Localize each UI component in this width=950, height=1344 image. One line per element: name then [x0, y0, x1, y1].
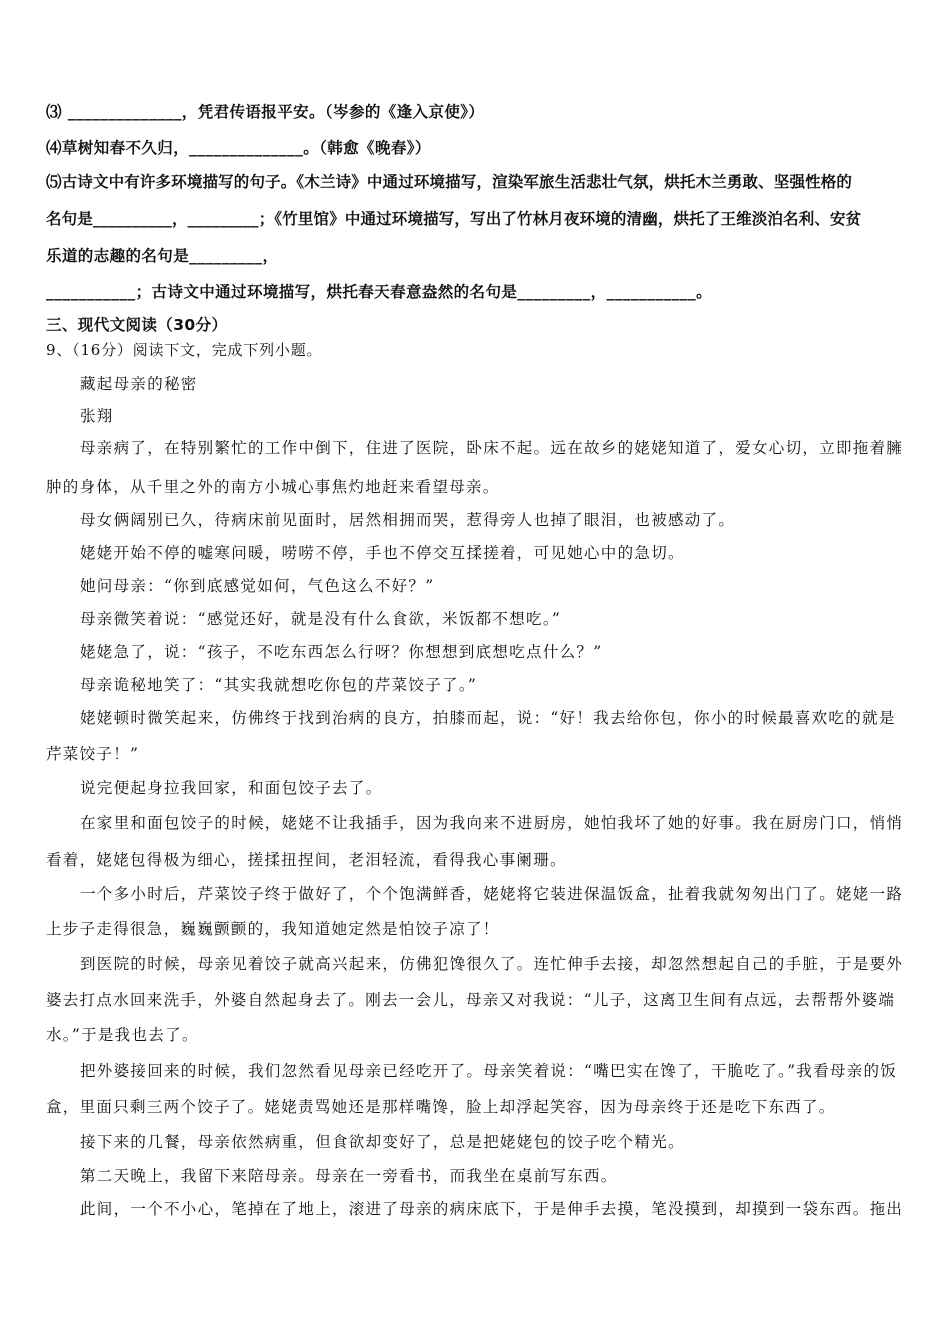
article-line: 第二天晚上，我留下来陪母亲。母亲在一旁看书，而我坐在桌前写东西。 — [80, 1167, 618, 1185]
article-line: 此间，一个不小心，笔掉在了地上，滚进了母亲的病床底下，于是伸手去摸，笔没摸到，却摸到一袋东西。拖出 — [80, 1200, 904, 1218]
article-line: 上步子走得很急，巍巍颤颤的，我知道她定然是怕饺子凉了！ — [46, 920, 500, 938]
article-author: 张翔 — [80, 407, 114, 425]
article-line: 母亲诡秘地笑了：“其实我就想吃你包的芹菜饺子了。” — [80, 676, 478, 694]
fill-blank-item-3: ⑶ ______________，凭君传语报平安。（岑参的《逢入京使》） — [46, 103, 485, 121]
article-line: 母亲微笑着说：“感觉还好，就是没有什么食欲，米饭都不想吃。” — [80, 610, 562, 628]
article-line: 芹菜饺子！” — [46, 745, 140, 763]
article-line: 盒，里面只剩三两个饺子了。姥姥责骂她还是那样嘴馋，脸上却浮起笑容，因为母亲终于还是吃下东西了。 — [46, 1098, 836, 1116]
article-line: 一个多小时后，芹菜饺子终于做好了，个个饱满鲜香，姥姥将它装进保温饭盒，扯着我就匆匆出门了。姥姥一路 — [80, 885, 904, 903]
article-line: 她问母亲：“你到底感觉如何，气色这么不好？” — [80, 577, 435, 595]
article-line: 母亲病了，在特别繁忙的工作中倒下，住进了医院，卧床不起。远在故乡的姥姥知道了，爱女心切，立即拖着臃 — [80, 439, 904, 457]
article-line: 看着，姥姥包得极为细心，搓揉扭捏间，老泪轻流，看得我心事阑珊。 — [46, 851, 567, 869]
article-line: 在家里和面包饺子的时候，姥姥不让我插手，因为我向来不进厨房，她怕我坏了她的好事。我在厨房门口，悄悄 — [80, 814, 904, 832]
fill-blank-item-5-line-2: 名句是__________，_________；《竹里馆》中通过环境描写，写出了竹林月夜环境的清幽，烘托了王维淡泊名利、安贫 — [46, 210, 862, 228]
question-prompt: 9、（16分）阅读下文，完成下列小题。 — [46, 341, 323, 359]
section-heading: 三、现代文阅读（30分） — [46, 316, 228, 334]
article-line: 姥姥顿时微笑起来，仿佛终于找到治病的良方，拍膝而起，说：“好！我去给你包，你小的时候最喜欢吃的就是 — [80, 709, 896, 727]
article-line: 到医院的时候，母亲见着饺子就高兴起来，仿佛犯馋很久了。连忙伸手去接，却忽然想起自己的手脏，于是要外 — [80, 955, 904, 973]
article-line: 婆去打点水回来洗手，外婆自然起身去了。刚去一会儿，母亲又对我说：“儿子，这离卫生间有点远，去帮帮外婆端 — [46, 991, 896, 1009]
fill-blank-item-4: ⑷草树知春不久归，______________。（韩愈《晚春》） — [46, 139, 431, 157]
article-title: 藏起母亲的秘密 — [80, 375, 198, 393]
article-line: 姥姥开始不停的嘘寒问暖，唠唠不停，手也不停交互揉搓着，可见她心中的急切。 — [80, 544, 685, 562]
fill-blank-item-5-line-3: 乐道的志趣的名句是_________， — [46, 247, 279, 265]
article-line: 接下来的几餐，母亲依然病重，但食欲却变好了，总是把姥姥包的饺子吃个精光。 — [80, 1133, 685, 1151]
fill-blank-item-5-line-1: ⑸古诗文中有许多环境描写的句子。《木兰诗》中通过环境描写，渲染军旅生活悲壮气氛，烘托木兰勇敢、坚强性格的 — [46, 173, 853, 191]
article-line: 姥姥急了，说：“孩子，不吃东西怎么行呀？你想想到底想吃点什么？” — [80, 643, 603, 661]
article-line: 母女俩阔别已久，待病床前见面时，居然相拥而哭，惹得旁人也掉了眼泪，也被感动了。 — [80, 511, 736, 529]
article-line: 肿的身体，从千里之外的南方小城心事焦灼地赶来看望母亲。 — [46, 478, 500, 496]
article-line: 把外婆接回来的时候，我们忽然看见母亲已经吃开了。母亲笑着说：“嘴巴实在馋了，干脆吃了。”我看母亲的饭 — [80, 1062, 898, 1080]
article-line: 水。”于是我也去了。 — [46, 1026, 199, 1044]
fill-blank-item-5-line-4: ___________；古诗文中通过环境描写，烘托春天春意盎然的名句是_________，___________。 — [46, 283, 713, 301]
article-line: 说完便起身拉我回家，和面包饺子去了。 — [80, 779, 383, 797]
